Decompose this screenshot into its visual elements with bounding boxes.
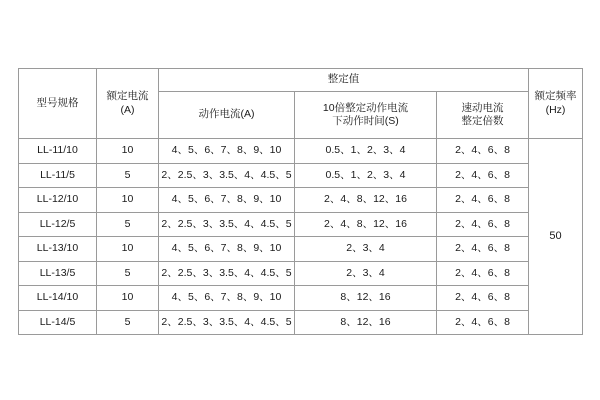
cell-time-at-10x: 8、12、16 (295, 286, 437, 311)
header-setting-group: 整定值 (159, 69, 529, 92)
cell-action-current: 2、2.5、3、3.5、4、4.5、5 (159, 261, 295, 286)
cell-fast-multiple: 2、4、6、8 (437, 261, 529, 286)
cell-fast-multiple: 2、4、6、8 (437, 286, 529, 311)
cell-rated-current: 10 (97, 286, 159, 311)
cell-model: LL-14/5 (19, 310, 97, 335)
cell-fast-multiple: 2、4、6、8 (437, 212, 529, 237)
cell-model: LL-11/10 (19, 139, 97, 164)
header-rated-frequency-unit: (Hz) (545, 103, 566, 116)
header-fast-multiple-line1: 速动电流 (461, 101, 504, 114)
cell-action-current: 4、5、6、7、8、9、10 (159, 139, 295, 164)
header-fast-multiple (437, 92, 529, 139)
cell-rated-current: 5 (97, 310, 159, 335)
cell-fast-multiple: 2、4、6、8 (437, 188, 529, 213)
header-rated-current (97, 69, 159, 139)
cell-model: LL-12/10 (19, 188, 97, 213)
cell-fast-multiple: 2、4、6、8 (437, 310, 529, 335)
cell-model: LL-13/5 (19, 261, 97, 286)
cell-time-at-10x: 8、12、16 (295, 310, 437, 335)
table-header (19, 69, 583, 139)
cell-action-current: 2、2.5、3、3.5、4、4.5、5 (159, 163, 295, 188)
specification-table (18, 68, 583, 335)
cell-time-at-10x: 2、3、4 (295, 237, 437, 262)
cell-rated-current: 10 (97, 139, 159, 164)
header-model-label: 型号规格 (36, 96, 79, 109)
cell-time-at-10x: 0.5、1、2、3、4 (295, 139, 437, 164)
header-fast-multiple-line2: 整定倍数 (461, 115, 504, 127)
cell-rated-current: 5 (97, 212, 159, 237)
cell-action-current: 4、5、6、7、8、9、10 (159, 237, 295, 262)
table-row (19, 163, 583, 188)
cell-time-at-10x: 2、4、8、12、16 (295, 212, 437, 237)
cell-rated-current: 10 (97, 188, 159, 213)
header-action-current: 动作电流(A) (159, 92, 295, 139)
header-time-at-10x-line1: 10倍整定动作电流 (322, 101, 409, 114)
table-row (19, 139, 583, 164)
header-model (19, 69, 97, 139)
cell-action-current: 4、5、6、7、8、9、10 (159, 188, 295, 213)
header-time-at-10x (295, 92, 437, 139)
cell-model: LL-12/5 (19, 212, 97, 237)
cell-time-at-10x: 0.5、1、2、3、4 (295, 163, 437, 188)
cell-fast-multiple: 2、4、6、8 (437, 139, 529, 164)
cell-model: LL-13/10 (19, 237, 97, 262)
header-rated-frequency (529, 69, 583, 139)
table-body (19, 139, 583, 335)
table-row (19, 188, 583, 213)
header-rated-current-label: 额定电流 (106, 90, 149, 103)
table-row (19, 212, 583, 237)
header-time-at-10x-line2: 下动作时间(S) (332, 115, 399, 127)
cell-rated-current: 5 (97, 163, 159, 188)
cell-rated-current: 10 (97, 237, 159, 262)
cell-fast-multiple: 2、4、6、8 (437, 237, 529, 262)
header-rated-frequency-label: 额定频率 (534, 90, 577, 103)
cell-rated-frequency: 50 (529, 139, 583, 335)
cell-action-current: 4、5、6、7、8、9、10 (159, 286, 295, 311)
table-row (19, 261, 583, 286)
cell-action-current: 2、2.5、3、3.5、4、4.5、5 (159, 310, 295, 335)
cell-action-current: 2、2.5、3、3.5、4、4.5、5 (159, 212, 295, 237)
header-row-top (19, 69, 583, 92)
header-rated-current-unit: (A) (120, 103, 135, 116)
cell-time-at-10x: 2、4、8、12、16 (295, 188, 437, 213)
cell-time-at-10x: 2、3、4 (295, 261, 437, 286)
cell-model: LL-11/5 (19, 163, 97, 188)
cell-model: LL-14/10 (19, 286, 97, 311)
cell-rated-current: 5 (97, 261, 159, 286)
table-row (19, 286, 583, 311)
table-row (19, 310, 583, 335)
table-row (19, 237, 583, 262)
cell-fast-multiple: 2、4、6、8 (437, 163, 529, 188)
